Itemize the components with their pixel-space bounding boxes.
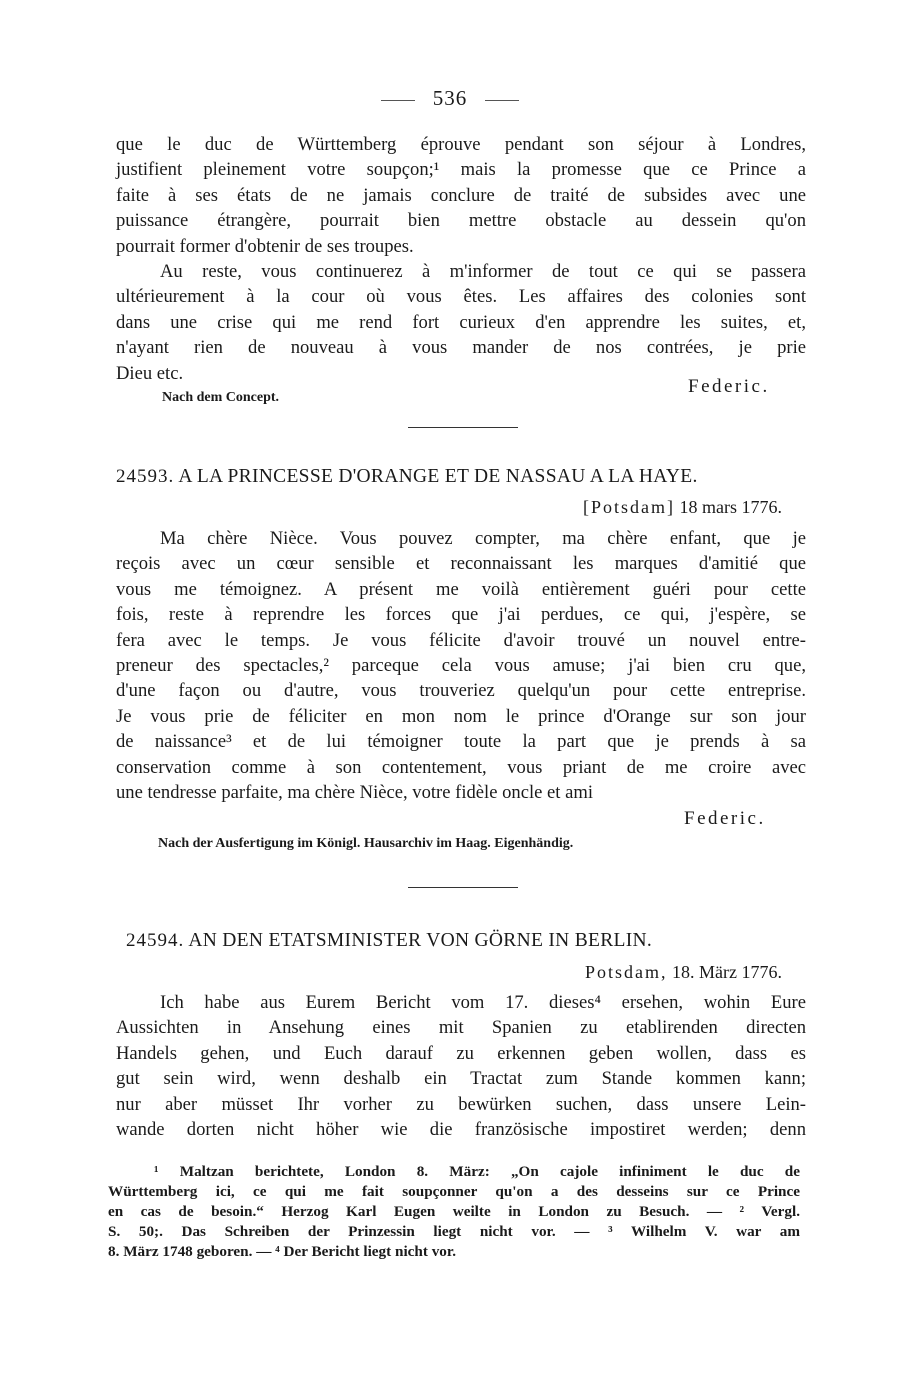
letter-number: 24593. <box>116 466 175 487</box>
letter-place: Potsdam, <box>585 962 668 982</box>
text-line: Je vous prie de féliciter en mon nom le prince d'Orange sur son jour <box>116 705 806 727</box>
letter-continuation <box>116 132 806 386</box>
page-number-dash-right <box>485 100 519 101</box>
text-line: wande dorten nicht höher wie die französische impostiret werden; denn <box>116 1118 806 1140</box>
letter-number: 24594. <box>126 930 185 951</box>
continuation-paragraph <box>116 132 806 259</box>
text-line: n'ayant rien de nouveau à vous mander de nos contrées, je prie <box>116 337 806 359</box>
footnote-line: S. 50;. Das Schreiben der Prinzessin liegt nicht vor. — ³ Wilhelm V. war am <box>108 1223 800 1240</box>
letter-dateline <box>585 962 782 983</box>
letter-place: [Potsdam] <box>583 497 675 517</box>
signature: Federic. <box>688 376 770 397</box>
text-line: dans une crise qui me rend fort curieux d'en apprendre les suites, et, <box>116 311 806 333</box>
footnote-line: en cas de besoin.“ Herzog Karl Eugen weilte in London zu Besuch. — ² Vergl. <box>108 1203 800 1220</box>
text-line: preneur des spectacles,² parceque cela vous amuse; j'ai bien cru que, <box>116 654 806 676</box>
text-line: puissance étrangère, pourrait bien mettre obstacle au dessein qu'on <box>116 210 806 232</box>
text-line: faite à ses états de ne jamais conclure de traité de subsides avec une <box>116 184 806 206</box>
closing-paragraph <box>116 259 806 386</box>
text-line: Handels gehen, und Euch darauf zu erkennen geben wollen, dass es <box>116 1042 806 1064</box>
page-number: 536 <box>0 86 900 111</box>
text-line: reçois avec un cœur sensible et reconnaissant les marques d'amitié que <box>116 553 806 575</box>
letter-paragraph <box>116 990 806 1142</box>
text-line: vous me témoignez. A présent me voilà entièrement guéri pour cette <box>116 578 806 600</box>
text-line: fera avec le temps. Je vous félicite d'avoir trouvé un nouvel entre- <box>116 629 806 651</box>
letter-heading <box>116 466 806 488</box>
letter-heading <box>116 930 806 952</box>
text-line: une tendresse parfaite, ma chère Nièce, votre fidèle oncle et ami <box>116 781 593 803</box>
text-line: conservation comme à son contentement, vous priant de me croire avec <box>116 756 806 778</box>
text-line: de naissance³ et de lui témoigner toute la part que je prends à sa <box>116 731 806 753</box>
text-line: pourrait former d'obtenir de ses troupes. <box>116 235 414 257</box>
source-note: Nach der Ausfertigung im Königl. Hausarchiv im Haag. Eigenhändig. <box>158 836 574 851</box>
text-line: Ich habe aus Eurem Bericht vom 17. dieses⁴ ersehen, wohin Eure <box>160 992 806 1013</box>
page-number-dash-left <box>381 100 415 101</box>
text-line: d'une façon ou d'autre, vous trouveriez quelqu'un pour cette entreprise. <box>116 680 806 702</box>
text-line: que le duc de Württemberg éprouve pendant son séjour à Londres, <box>116 134 806 155</box>
text-line: nur aber müsset Ihr vorher zu bewürken suchen, dass unsere Lein- <box>116 1093 806 1115</box>
signature: Federic. <box>684 808 766 829</box>
section-divider <box>408 427 518 428</box>
letter-body <box>116 526 806 805</box>
text-line: Au reste, vous continuerez à m'informer de tout ce qui se passera <box>160 260 806 282</box>
letter-date: 18 mars 1776. <box>679 497 782 517</box>
text-line: Aussichten in Ansehung eines mit Spanien zu etablirenden directen <box>116 1017 806 1039</box>
letter-dateline <box>583 497 782 518</box>
footnotes <box>108 1162 800 1262</box>
text-line: justifient pleinement votre soupçon;¹ mais la promesse que ce Prince a <box>116 159 806 181</box>
text-line: fois, reste à reprendre les forces que j'ai perdues, ce qui, j'espère, se <box>116 604 806 626</box>
footnote-line: 8. März 1748 geboren. — ⁴ Der Bericht liegt nicht vor. <box>108 1243 457 1260</box>
footnote-line: ¹ Maltzan berichtete, London 8. März: „On cajole infiniment le duc de <box>154 1163 800 1180</box>
text-line: ultérieurement à la cour où vous êtes. Les affaires des colonies sont <box>116 286 806 308</box>
letter-title: A LA PRINCESSE D'ORANGE ET DE NASSAU A LA HAYE. <box>178 466 698 487</box>
letter-paragraph <box>116 526 806 805</box>
letter-date: 18. März 1776. <box>672 962 782 982</box>
letter-title: AN DEN ETATSMINISTER VON GÖRNE IN BERLIN. <box>188 930 653 951</box>
source-note: Nach dem Concept. <box>162 390 280 405</box>
text-line: gut sein wird, wenn deshalb ein Tractat zum Stande kommen kann; <box>116 1068 806 1090</box>
section-divider <box>408 887 518 888</box>
letter-body <box>116 990 806 1142</box>
text-line: Ma chère Nièce. Vous pouvez compter, ma chère enfant, que je <box>160 528 806 549</box>
text-line: Dieu etc. <box>116 362 184 384</box>
footnote-line: Württemberg ici, ce qui me fait soupçonner qu'on a des desseins sur ce Prince <box>108 1183 800 1200</box>
